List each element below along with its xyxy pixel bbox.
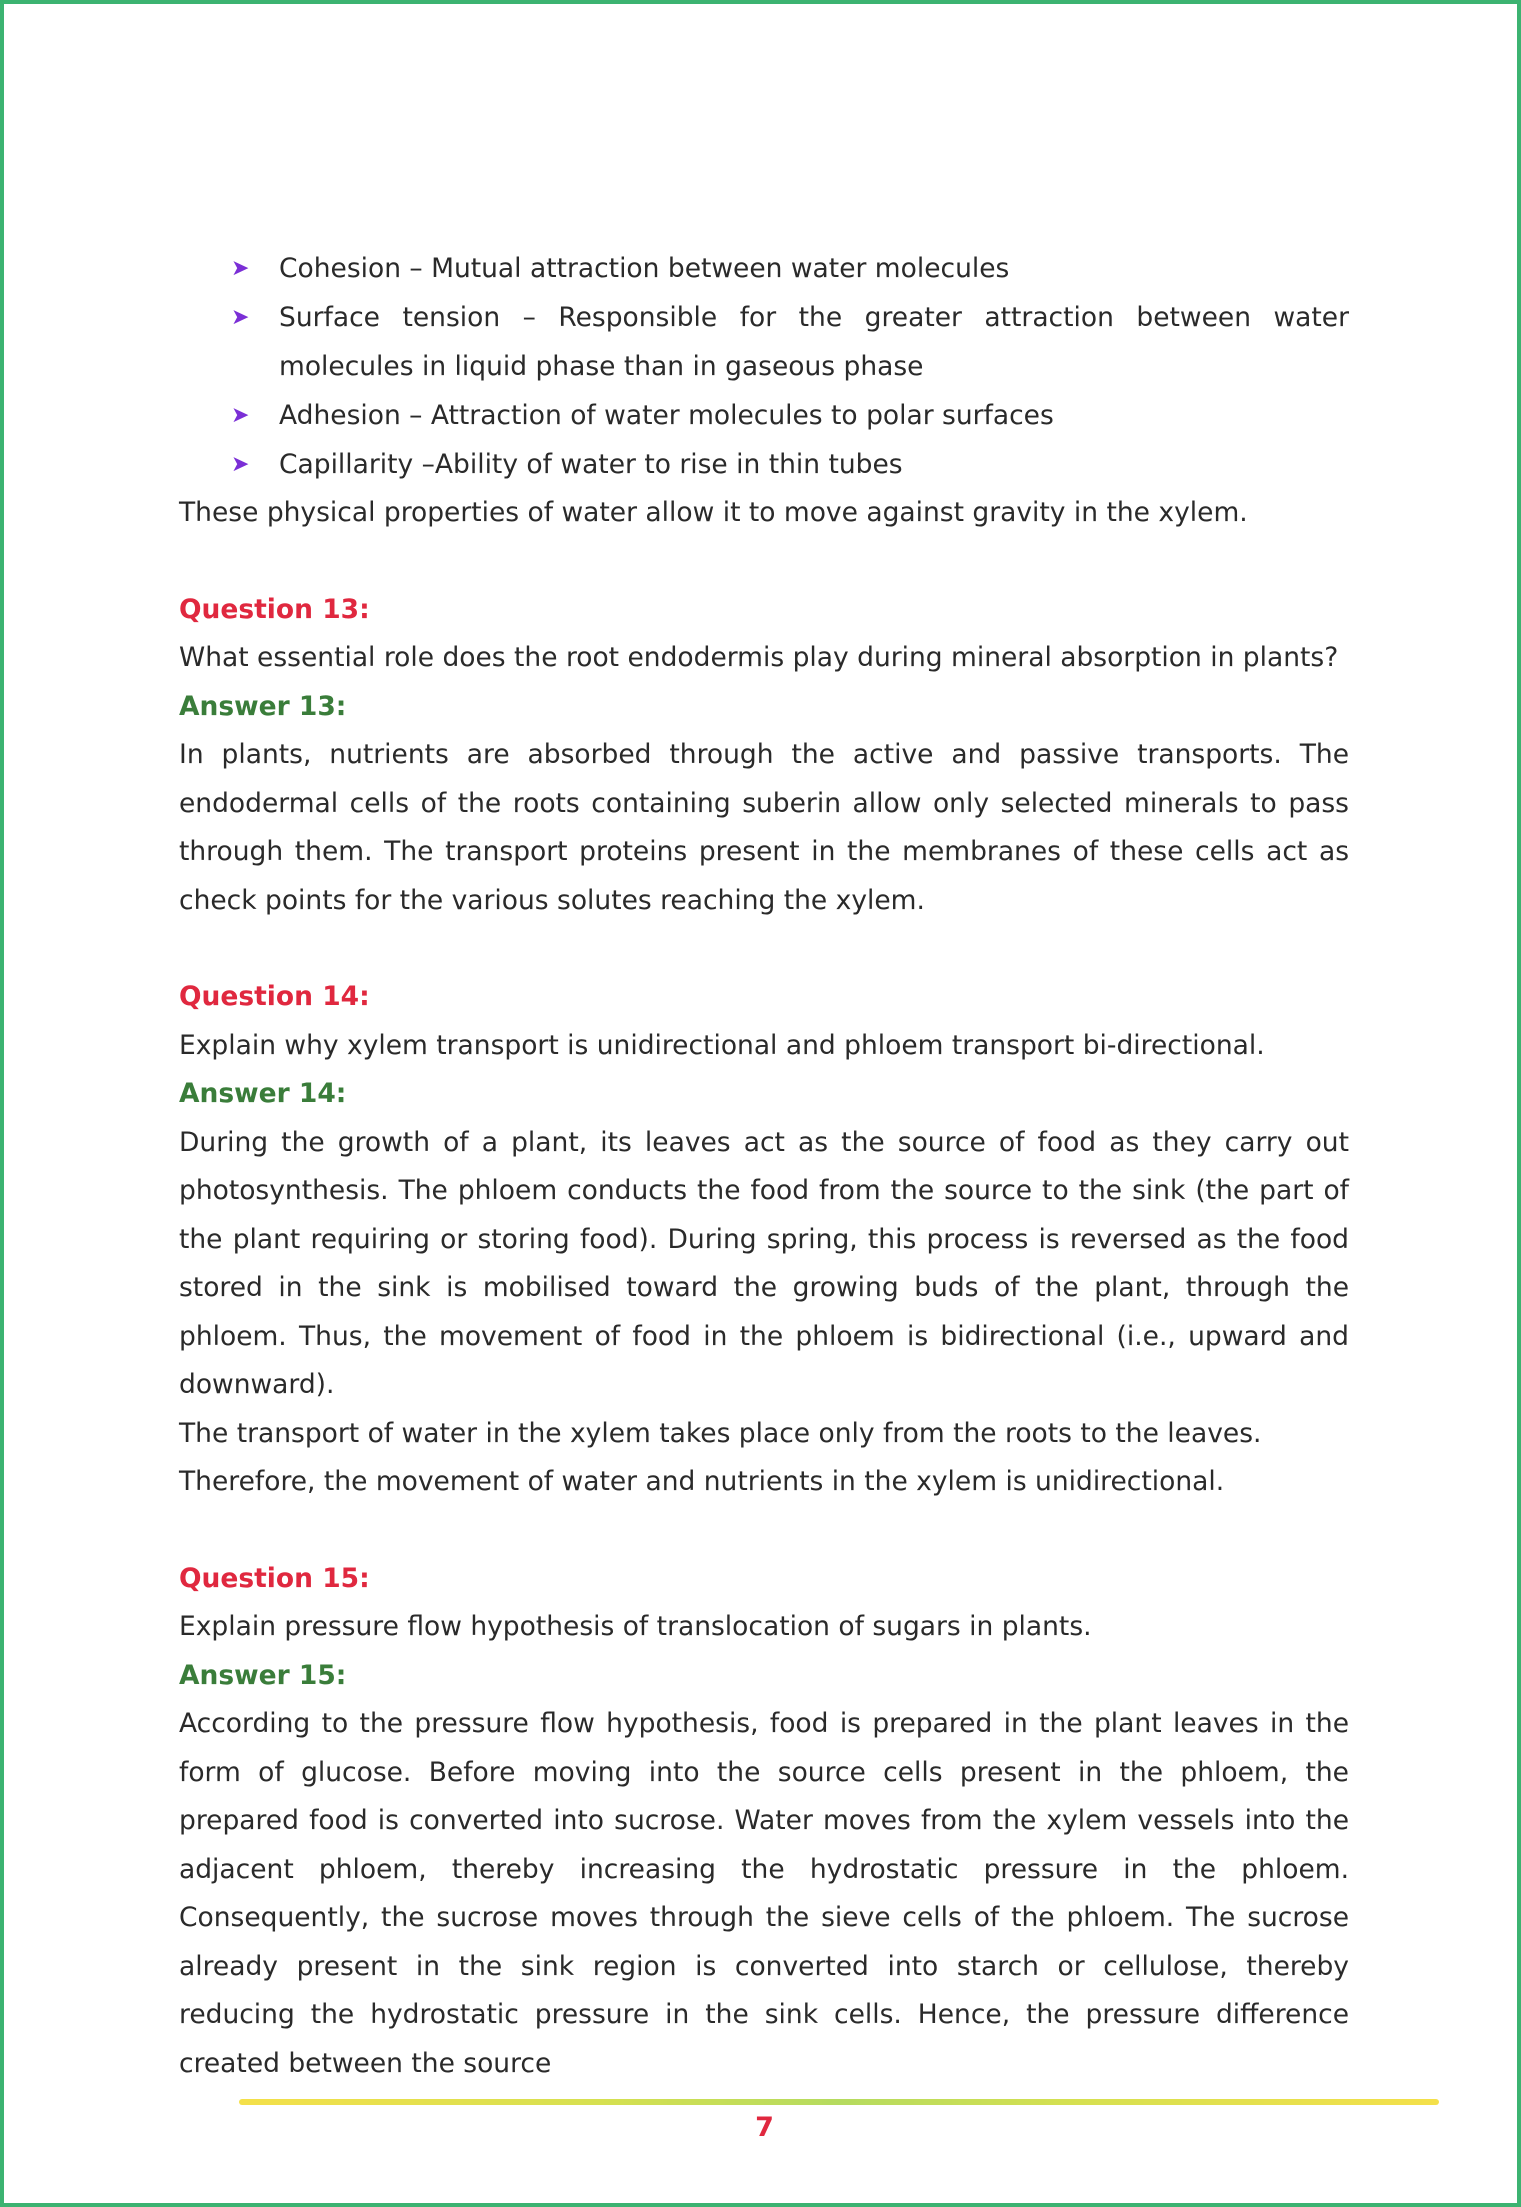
question-text: Explain pressure flow hypothesis of translocation of sugars in plants. [179, 1611, 1092, 1642]
intro-conclusion: These physical properties of water allow it to move against gravity in the xylem. [179, 497, 1248, 528]
list-item [179, 293, 1349, 391]
bullet-text: Cohesion – Mutual attraction between water molecules [279, 253, 1010, 284]
list-item [179, 440, 1349, 489]
page-number: 7 [755, 2112, 774, 2143]
question-15-section [179, 1555, 1349, 2089]
answer-heading: Answer 13: [179, 690, 347, 722]
properties-list [179, 244, 1349, 489]
bullet-text: Adhesion – Attraction of water molecules to polar surfaces [279, 400, 1054, 431]
question-text: What essential role does the root endodermis play during mineral absorption in plants? [179, 642, 1339, 673]
answer-text: Therefore, the movement of water and nutrients in the xylem is unidirectional. [179, 1466, 1225, 1497]
arrow-bullet-icon: ➤ [231, 256, 250, 281]
footer-divider [239, 2099, 1439, 2105]
answer-text: According to the pressure flow hypothesis, food is prepared in the plant leaves in the form of glucose. Before moving into the source cells present in the phloem, the prepared food is converted into sucrose. Water moves from the xylem vessels into the adjacent phloem, thereby increasing the hydrostatic pressure in the phloem. Consequently, the sucrose moves through the sieve cells of the phloem. The sucrose already present in the sink region is converted into starch or cellulose, thereby reducing the hydrostatic pressure in the sink cells. Hence, the pressure difference created between the source [179, 1708, 1349, 2079]
arrow-bullet-icon: ➤ [231, 305, 250, 330]
question-13-section [179, 586, 1349, 926]
answer-text: In plants, nutrients are absorbed through the active and passive transports. The endodermal cells of the roots containing suberin allow only selected minerals to pass through them. The transport proteins present in the membranes of these cells act as check points for the various solutes reaching the xylem. [179, 739, 1349, 916]
question-heading: Question 13: [179, 593, 370, 625]
list-item [179, 391, 1349, 440]
arrow-bullet-icon: ➤ [231, 403, 250, 428]
question-14-section [179, 973, 1349, 1507]
arrow-bullet-icon: ➤ [231, 452, 250, 477]
answer-text: During the growth of a plant, its leaves act as the source of food as they carry out photosynthesis. The phloem conducts the food from the source to the sink (the part of the plant requiring or storing food). During spring, this process is reversed as the food stored in the sink is mobilised toward the growing buds of the plant, through the phloem. Thus, the movement of food in the phloem is bidirectional (i.e., upward and downward). [179, 1126, 1349, 1400]
bullet-text: Capillarity –Ability of water to rise in thin tubes [279, 449, 903, 480]
page-content [179, 244, 1349, 2088]
question-heading: Question 14: [179, 981, 370, 1012]
question-text: Explain why xylem transport is unidirectional and phloem transport bi-directional. [179, 1029, 1265, 1061]
list-item [179, 244, 1349, 293]
answer-text: The transport of water in the xylem takes place only from the roots to the leaves. [179, 1417, 1262, 1449]
answer-heading: Answer 14: [179, 1078, 347, 1109]
bullet-text: Surface tension – Responsible for the greater attraction between water molecules in liquid phase than in gaseous phase [279, 302, 1349, 382]
question-heading: Question 15: [179, 1562, 370, 1594]
answer-heading: Answer 15: [179, 1659, 347, 1691]
